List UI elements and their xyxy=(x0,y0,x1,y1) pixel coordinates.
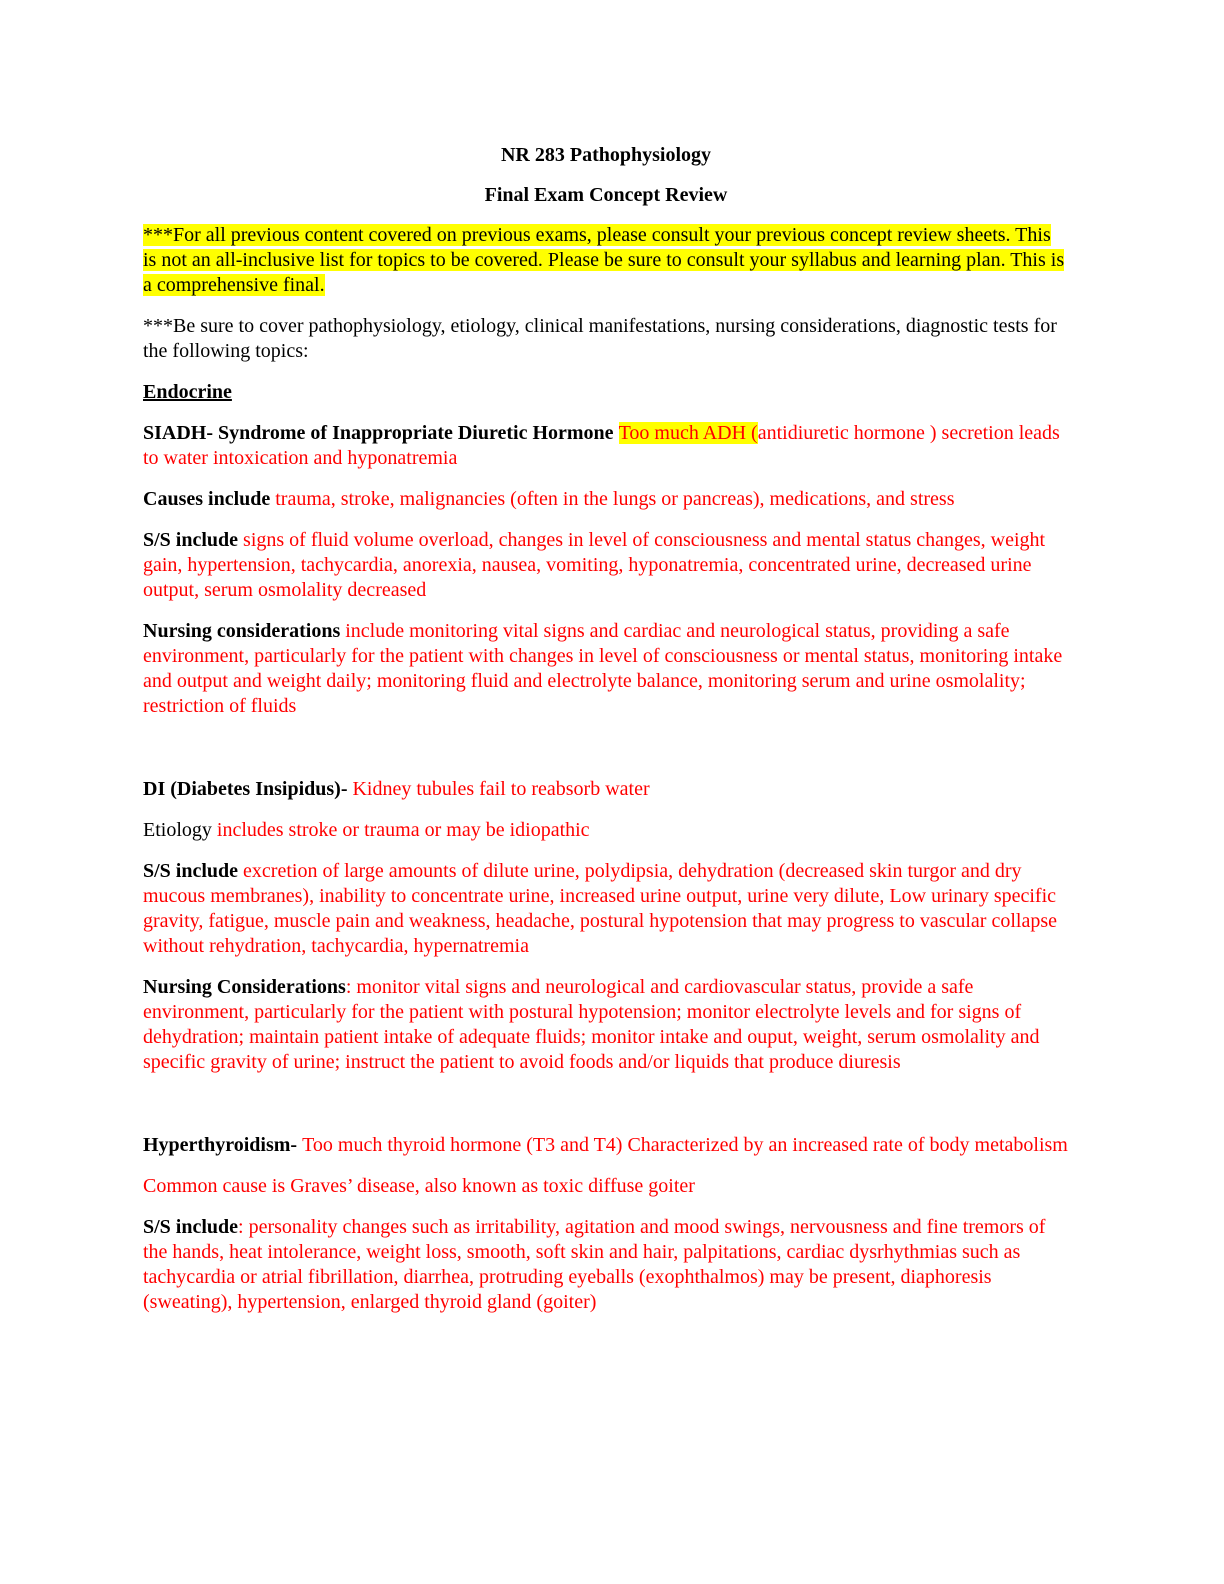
di-etiology xyxy=(143,818,1069,843)
siadh-causes-text: trauma, stroke, malignancies (often in the lungs or pancreas), medications, and stress xyxy=(275,488,955,510)
document-page xyxy=(143,143,1069,1331)
siadh-causes-label: Causes include xyxy=(143,488,276,510)
siadh-definition xyxy=(143,421,1069,471)
hyper-ss-text: : personality changes such as irritability, agitation and mood swings, nervousness and fine tremors of the hands, heat intolerance, weight loss, smooth, soft skin and hair, palpitations, cardiac dysrhythmias such as tachycardia or atrial fibrillation, diarrhea, protruding eyeballs (exophthalmos) may be present, diaphoresis (sweating), hypertension, enlarged thyroid gland (goiter) xyxy=(143,1216,1046,1313)
section-title: Endocrine xyxy=(143,381,232,403)
hyper-cause: Common cause is Graves’ disease, also known as toxic diffuse goiter xyxy=(143,1175,695,1197)
di-nursing-text: : monitor vital signs and neurological and cardiovascular status, provide a safe environment, particularly for the patient with postural hypotension; monitor electrolyte levels and for signs of dehydration; maintain patient intake of adequate fluids; monitor intake and ouput, weight, serum osmolality and specific gravity of urine; instruct the patient to avoid foods and/or liquids that produce diuresis xyxy=(143,976,1040,1073)
di-nursing xyxy=(143,975,1069,1075)
spacer xyxy=(143,1091,1069,1133)
hyper-ss-label: S/S include xyxy=(143,1216,239,1238)
spacer xyxy=(143,735,1069,777)
siadh-def-highlight: Too much ADH ( xyxy=(618,422,758,444)
di-ss-text: excretion of large amounts of dilute urine, polydipsia, dehydration (decreased skin turgor and dry mucous membranes), inability to concentrate urine, increased urine output, urine very dilute, Low urinary specific gravity, fatigue, muscle pain and weakness, headache, postural hypotension that may progress to vascular collapse without rehydration, tachycardia, hypernatremia xyxy=(143,860,1057,957)
highlighted-note xyxy=(143,223,1069,298)
siadh-def: antidiuretic hormone ) secretion leads to water intoxication and hyponatremia xyxy=(143,422,1060,469)
hyper-def: Too much thyroid hormone (T3 and T4) Characterized by an increased rate of body metabolism xyxy=(302,1134,1068,1156)
note-text: ***For all previous content covered on previous exams, please consult your previous concept review sheets. This is not an all-inclusive list for topics to be covered. Please be sure to consult your syllabus and learning plan. This is a comprehensive final. xyxy=(143,224,1065,296)
doc-subtitle: Final Exam Concept Review xyxy=(484,184,728,206)
hyper-signs xyxy=(143,1215,1069,1315)
di-definition xyxy=(143,777,1069,802)
siadh-label: SIADH- Syndrome of Inappropriate Diuretic Hormone xyxy=(143,422,619,444)
siadh-ss-text: signs of fluid volume overload, changes in level of consciousness and mental status changes, weight gain, hypertension, tachycardia, anorexia, nausea, vomiting, hyponatremia, concentrated urine, decreased urine output, serum osmolality decreased xyxy=(143,529,1046,601)
di-etiology-text: includes stroke or trauma or may be idiopathic xyxy=(216,819,590,841)
siadh-signs xyxy=(143,528,1069,603)
di-nursing-label: Nursing Considerations xyxy=(143,976,346,998)
siadh-nursing-label: Nursing considerations xyxy=(143,620,346,642)
di-def: Kidney tubules fail to reabsorb water xyxy=(352,778,650,800)
hyper-definition xyxy=(143,1133,1069,1158)
siadh-ss-label: S/S include xyxy=(143,529,244,551)
di-ss-label: S/S include xyxy=(143,860,244,882)
doc-title: NR 283 Pathophysiology xyxy=(500,144,712,166)
siadh-nursing-text: include monitoring vital signs and cardiac and neurological status, providing a safe environment, particularly for the patient with changes in level of consciousness or mental status, monitoring intake and output and weight daily; monitoring fluid and electrolyte balance, monitoring serum and urine osmolality; restriction of fluids xyxy=(143,620,1063,717)
siadh-nursing xyxy=(143,619,1069,719)
di-etiology-label: Etiology xyxy=(143,819,217,841)
hyper-label: Hyperthyroidism- xyxy=(143,1134,303,1156)
instructions-note: ***Be sure to cover pathophysiology, etiology, clinical manifestations, nursing considerations, diagnostic tests for the following topics: xyxy=(143,315,1057,362)
section-heading xyxy=(143,380,1069,405)
di-signs xyxy=(143,859,1069,959)
di-label: DI (Diabetes Insipidus)- xyxy=(143,778,353,800)
siadh-causes xyxy=(143,487,1069,512)
